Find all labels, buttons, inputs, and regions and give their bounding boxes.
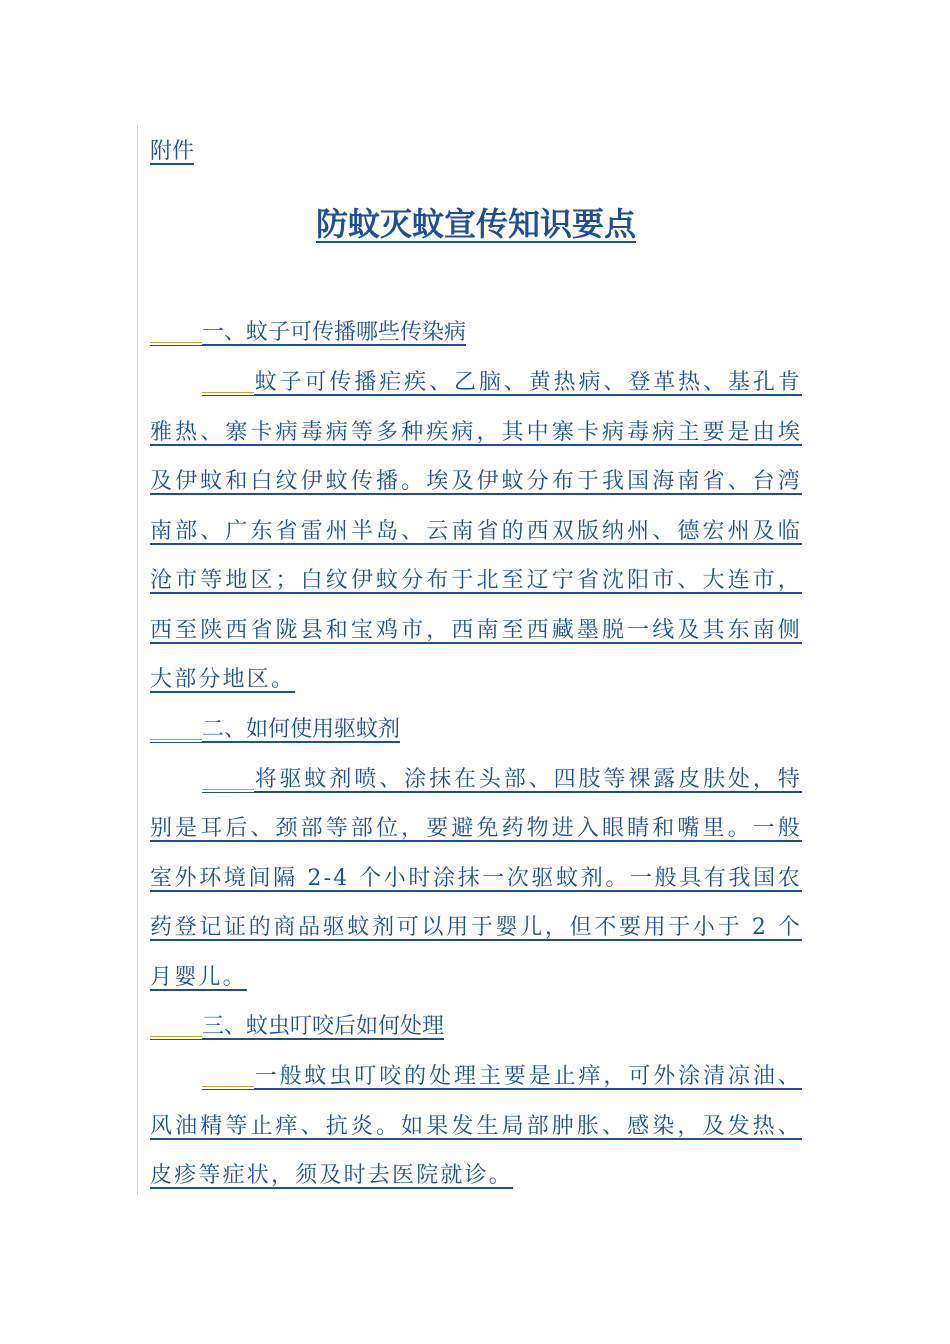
section-heading-2 [150,705,802,755]
section-heading-3 [150,1002,802,1052]
left-margin-line [137,125,138,1195]
section-heading-1 [150,308,802,358]
section-heading-text: 二、如何使用驱蚊剂 [202,716,401,742]
em-dash-marker [202,371,254,389]
document-body [150,136,802,1188]
section-paragraph-3 [150,1052,802,1201]
document-title: 防蚊灭蚊宣传知识要点 [315,205,636,243]
section-paragraph-text: 蚊子可传播疟疾、乙脑、黄热病、登革热、基孔肯雅热、寨卡病毒病等多种疾病，其中寨卡病毒病主要是由埃及伊蚊和白纹伊蚊传播。埃及伊蚊分布于我国海南省、台湾南部、广东省雷州半岛、云南省的西双版纳州、德宏州及临沧市等地区；白纹伊蚊分布于北至辽宁省沈阳市、大连市，西至陕西省陇县和宝鸡市，西南至西藏墨脱一线及其东南侧大部分地区。 [150,370,802,692]
attachment-label: 附件 [150,139,195,164]
em-dash-marker [150,1015,202,1033]
section-heading-text: 三、蚊虫叮咬后如何处理 [202,1014,445,1039]
section-paragraph-text: 一般蚊虫叮咬的处理主要是止痒，可外涂清凉油、风油精等止痒、抗炎。如果发生局部肿胀、感染，及发热、皮疹等症状，须及时去医院就诊。 [150,1064,802,1188]
em-dash-marker [202,1065,254,1083]
section-paragraph-2 [150,755,802,1003]
em-dash-marker [150,321,202,339]
section-heading-text: 一、蚊子可传播哪些传染病 [202,320,467,345]
section-paragraph-text: 将驱蚊剂喷、涂抹在头部、四肢等裸露皮肤处，特别是耳后、颈部等部位，要避免药物进入眼睛和嘴里。一般室外环境间隔 2-4 个小时涂抹一次驱蚊剂。一般具有我国农药登记证的商品驱蚊剂可以用于婴儿，但不要用于小于 2 个月婴儿。 [150,766,802,990]
section-paragraph-1 [150,358,802,705]
em-dash-marker [202,768,254,786]
sections-container [150,308,802,1201]
em-dash-marker [150,718,202,736]
